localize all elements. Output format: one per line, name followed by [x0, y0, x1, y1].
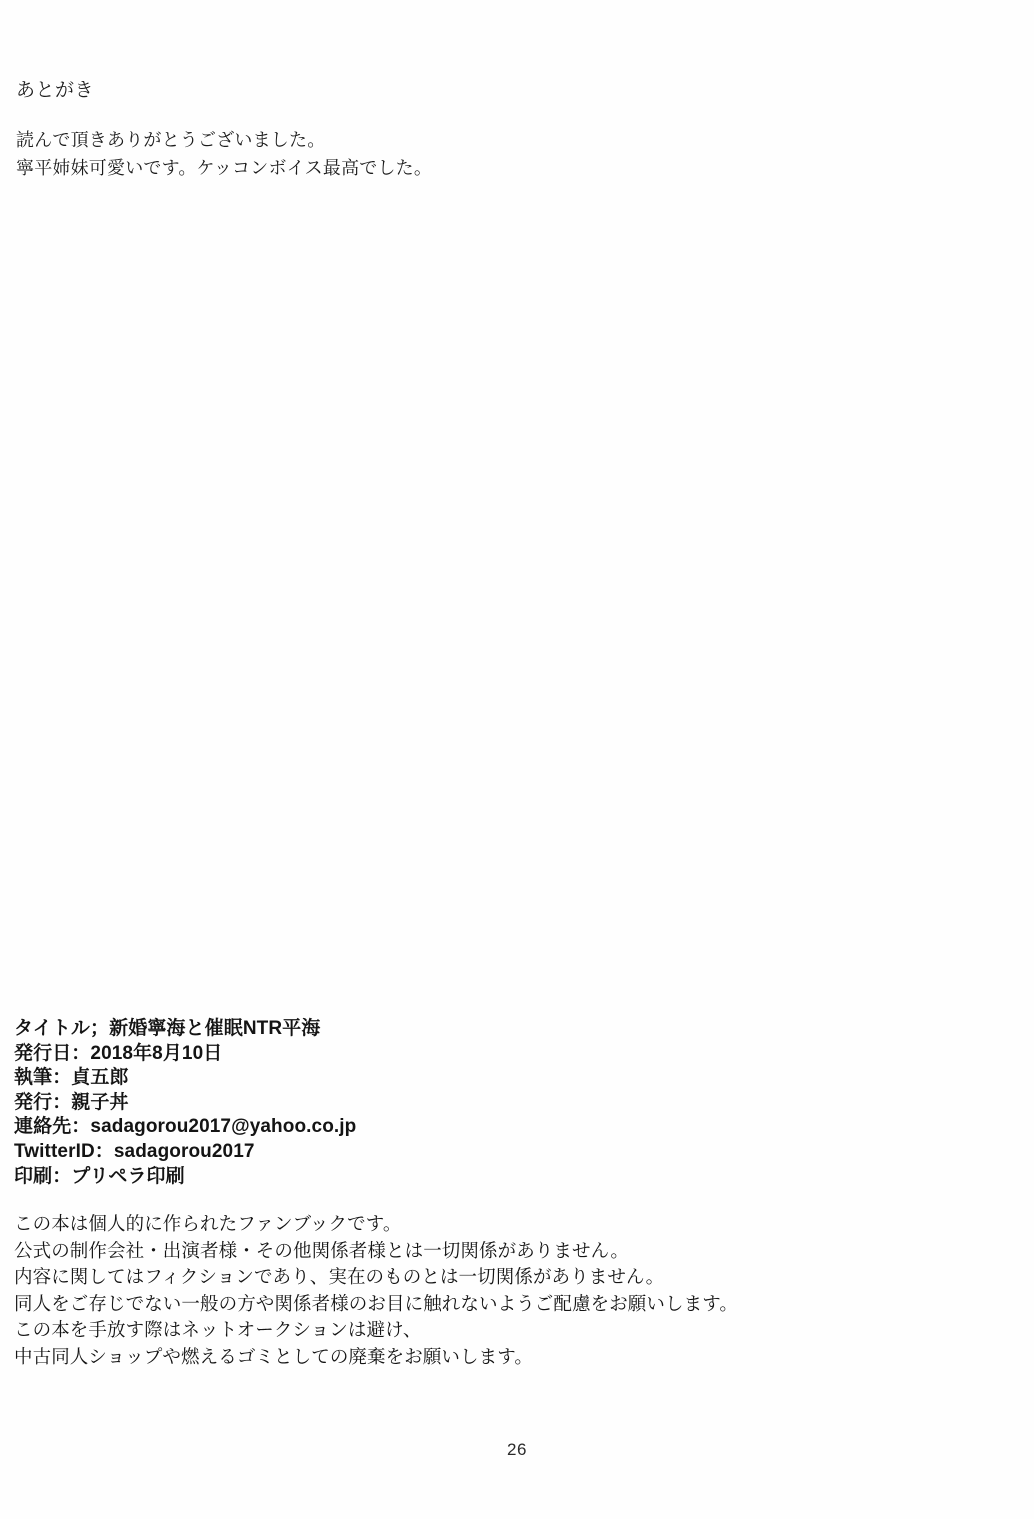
notice-line: 内容に関してはフィクションであり、実在のものとは一切関係がありません。: [14, 1266, 665, 1287]
colophon-printer-line: 印刷：プリペラ印刷: [14, 1165, 185, 1187]
afterword-section: [16, 78, 816, 182]
colophon-publisher-line: 発行：親子丼: [14, 1091, 129, 1113]
afterword-heading: あとがき: [16, 80, 95, 101]
notice-line: この本は個人的に作られたファンブックです。: [14, 1213, 402, 1234]
colophon-title-line: タイトル；新婚寧海と催眠NTR平海: [14, 1018, 321, 1039]
notice-section: [14, 1211, 914, 1370]
afterword-line: 寧平姉妹可愛いです。ケッコンボイス最高でした。: [16, 158, 433, 178]
colophon-contact-line: 連絡先：sadagorou2017@yahoo.co.jp: [14, 1116, 357, 1138]
afterword-line: 読んで頂きありがとうございました。: [16, 130, 326, 150]
notice-line: この本を手放す際はネットオークションは避け、: [14, 1319, 422, 1340]
page-number: 26: [507, 1440, 527, 1459]
notice-line: 同人をご存じでない一般の方や関係者様のお目に触れないようご配慮をお願いします。: [14, 1292, 738, 1314]
notice-line: 中古同人ショップや燃えるゴミとしての廃棄をお願いします。: [14, 1345, 533, 1367]
colophon-section: [14, 1017, 894, 1189]
colophon-twitter-line: TwitterID：sadagorou2017: [14, 1140, 255, 1162]
colophon-author-line: 執筆：貞五郎: [14, 1067, 129, 1089]
colophon-date-line: 発行日：2018年8月10日: [14, 1042, 223, 1064]
notice-line: 公式の制作会社・出演者様・その他関係者様とは一切関係がありません。: [14, 1239, 629, 1261]
